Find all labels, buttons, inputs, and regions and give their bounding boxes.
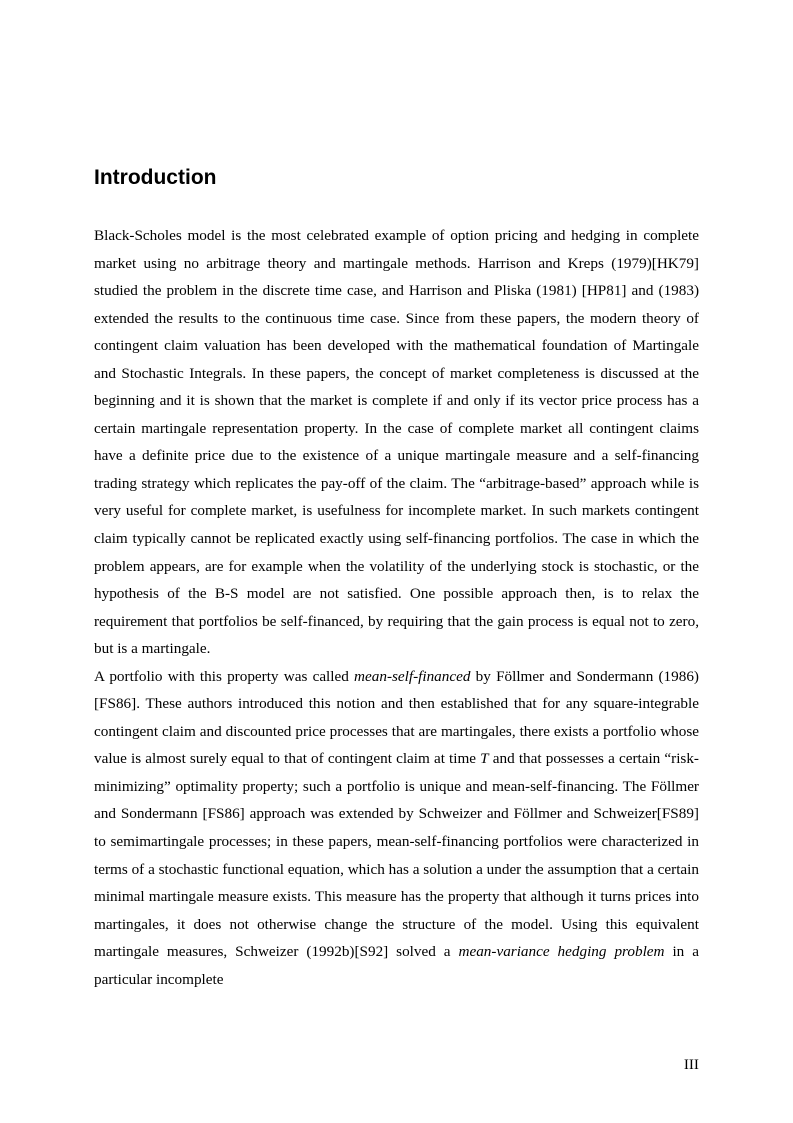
term-mean-self-financed: mean-self-financed [354, 667, 471, 685]
time-variable-t: T [480, 750, 489, 768]
paragraph-2 [94, 663, 699, 994]
paragraph-1: Black-Scholes model is the most celebrated example of option pricing and hedging in complete market using no arbitrage theory and martingale methods. Harrison and Kreps (1979)[HK79] studied the problem in the discrete time case, and Harrison and Pliska (1981) [HP81] and (1983) extended the results to the continuous time case. Since from these papers, the modern theory of contingent claim valuation has been developed with the mathematical foundation of Martingale and Stochastic Integrals. In these papers, the concept of market completeness is discussed at the beginning and it is shown that the market is complete if and only if its vector price process has a certain martingale representation property. In the case of complete market all contingent claims have a definite price due to the existence of a unique martingale measure and a self-financing trading strategy which replicates the pay-off of the claim. The “arbitrage-based” approach while is very useful for complete market, is usefulness for incomplete market. In such markets contingent claim typically cannot be replicated exactly using self-financing portfolios. The case in which the problem appears, are for example when the volatility of the underlying stock is stochastic, or the hypothesis of the B-S model are not satisfied. One possible approach then, is to relax the requirement that portfolios be self-financed, by requiring that the gain process is equal not to zero, but is a martingale. [94, 227, 699, 658]
paragraph-2-part-4: in a particular incomplete [94, 943, 699, 988]
page-number: III [683, 1056, 699, 1073]
paragraph-2-part-3: and that possesses a certain “risk-minimizing” optimality property; such a portfolio is unique and mean-self-financing. The Föllmer and Sondermann [FS86] approach was extended by Schweizer and Föllmer and Schweizer[FS89] to semimartingale processes; in these papers, mean-self-financing portfolios were characterized in terms of a stochastic functional equation, which has a solution a under the assumption that a certain minimal martingale measure exists. This measure has the property that although it turns prices into martingales, it does not otherwise change the structure of the model. Using this equivalent martingale measures, Schweizer (1992b)[S92] solved a [94, 750, 699, 961]
section-heading: Introduction [94, 166, 217, 189]
paragraph-2-part-2: by Föllmer and Sondermann (1986)[FS86]. These authors introduced this notion and then established that for any square-integrable contingent claim and discounted price processes that are martingales, there exists a portfolio whose value is almost surely equal to that of contingent claim at time [94, 667, 699, 768]
term-mean-variance-hedging-problem: mean-variance hedging problem [458, 943, 665, 961]
paragraph-2-part-1: A portfolio with this property was called [94, 667, 355, 685]
body-text [94, 222, 699, 993]
